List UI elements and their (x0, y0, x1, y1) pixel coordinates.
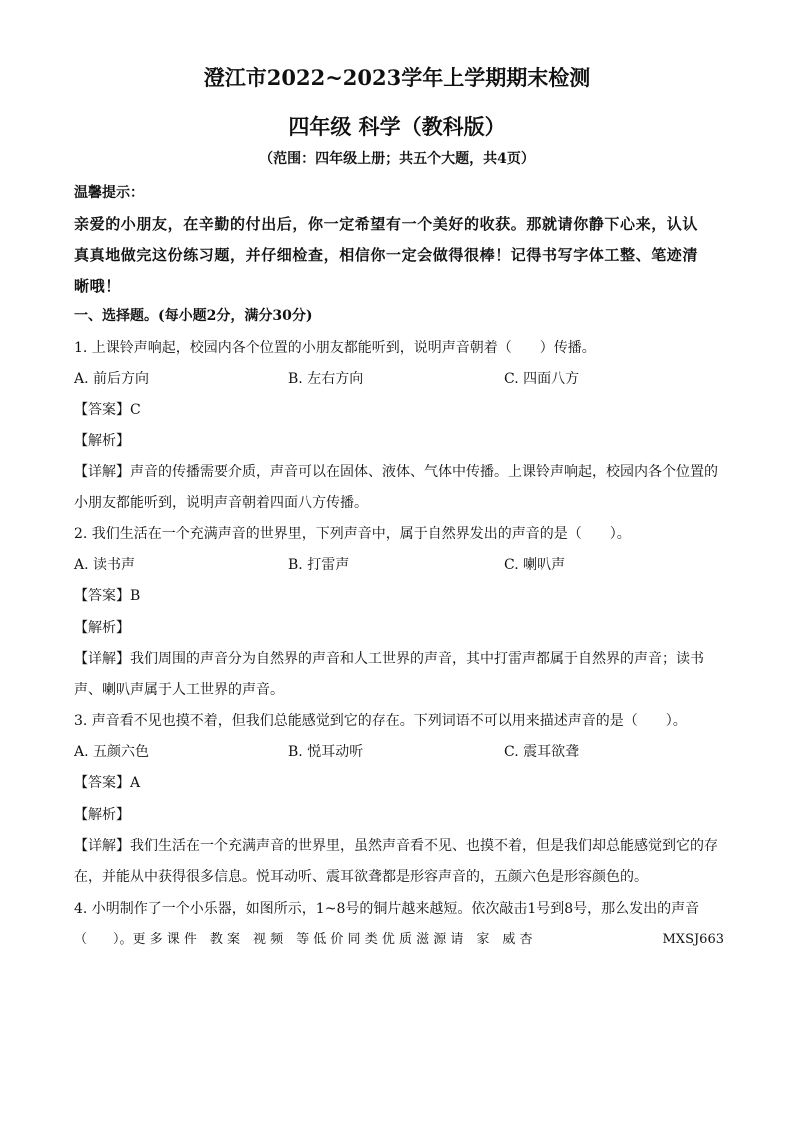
footer-text: （ ）。更 多 课 件 教 案 视 频 等 低 价 同 类 优 质 滋 源 请 家 威 杏 (74, 932, 533, 947)
option-c: C. 四面八方 (504, 371, 580, 387)
question-3-detail-1: 【详解】我们生活在一个充满声音的世界里，虽然声音看不见、也摸不着，但是我们却总能感觉到它的存 (74, 838, 718, 854)
tips-line-3: 晰哦！ (74, 277, 121, 295)
footer-line (74, 930, 724, 950)
section-heading: 一、选择题。(每小题2分，满分30分) (74, 308, 313, 324)
exam-subtitle: 四年级 科学（教科版） (288, 114, 506, 139)
question-3-detail-2: 在，并能从中获得很多信息。悦耳动听、震耳欲聋都是形容声音的，五颜六色是形容颜色的。 (74, 869, 648, 885)
question-1-options (74, 369, 724, 389)
option-a: A. 前后方向 (74, 371, 150, 387)
question-2-detail-2: 声、喇叭声属于人工世界的声音。 (74, 682, 284, 698)
question-2-analysis: 【解析】 (74, 620, 130, 636)
option-b: B. 打雷声 (288, 557, 350, 573)
question-1-detail-2: 小朋友都能听到，说明声音朝着四面八方传播。 (74, 495, 368, 511)
question-3-stem: 3. 声音看不见也摸不着，但我们总能感觉到它的存在。下列词语不可以用来描述声音的是（ ）。 (74, 713, 687, 729)
question-2-stem: 2. 我们生活在一个充满声音的世界里，下列声音中，属于自然界发出的声音的是（ ）。 (74, 526, 631, 542)
option-c: C. 震耳欲聋 (504, 744, 580, 760)
question-1-stem: 1. 上课铃声响起，校园内各个位置的小朋友都能听到，说明声音朝着（ ）传播。 (74, 340, 596, 356)
exam-title: 澄江市2022~2023学年上学期期末检测 (203, 65, 591, 90)
question-4-stem: 4. 小明制作了一个小乐器，如图所示，1~8号的铜片越来越短。依次敲击1号到8号，那么发出的声音 (74, 901, 700, 917)
question-2-options (74, 555, 724, 575)
question-1-detail-1: 【详解】声音的传播需要介质，声音可以在固体、液体、气体中传播。上课铃声响起，校园内各个位置的 (74, 464, 718, 480)
question-3-answer: 【答案】A (74, 775, 141, 791)
exam-scope: （范围：四年级上册；共五个大题，共4页） (259, 151, 535, 167)
question-2-detail-1: 【详解】我们周围的声音分为自然界的声音和人工世界的声音，其中打雷声都属于自然界的声音；读书 (74, 651, 704, 667)
option-a: A. 五颜六色 (74, 744, 150, 760)
option-a: A. 读书声 (74, 557, 136, 573)
question-3-analysis: 【解析】 (74, 807, 130, 823)
tips-line-1: 亲爱的小朋友，在辛勤的付出后，你一定希望有一个美好的收获。那就请你静下心来，认认 (74, 215, 699, 233)
option-b: B. 悦耳动听 (288, 744, 364, 760)
option-b: B. 左右方向 (288, 371, 364, 387)
question-2-answer: 【答案】B (74, 588, 141, 604)
tips-line-2: 真真地做完这份练习题，并仔细检查，相信你一定会做得很棒！记得书写字体工整、笔迹清 (74, 246, 699, 264)
question-1-analysis: 【解析】 (74, 433, 130, 449)
question-3-options (74, 742, 724, 762)
footer-code: MXSJ663 (662, 932, 724, 947)
question-1-answer: 【答案】C (74, 402, 141, 418)
tips-heading: 温馨提示： (74, 185, 144, 201)
option-c: C. 喇叭声 (504, 557, 566, 573)
